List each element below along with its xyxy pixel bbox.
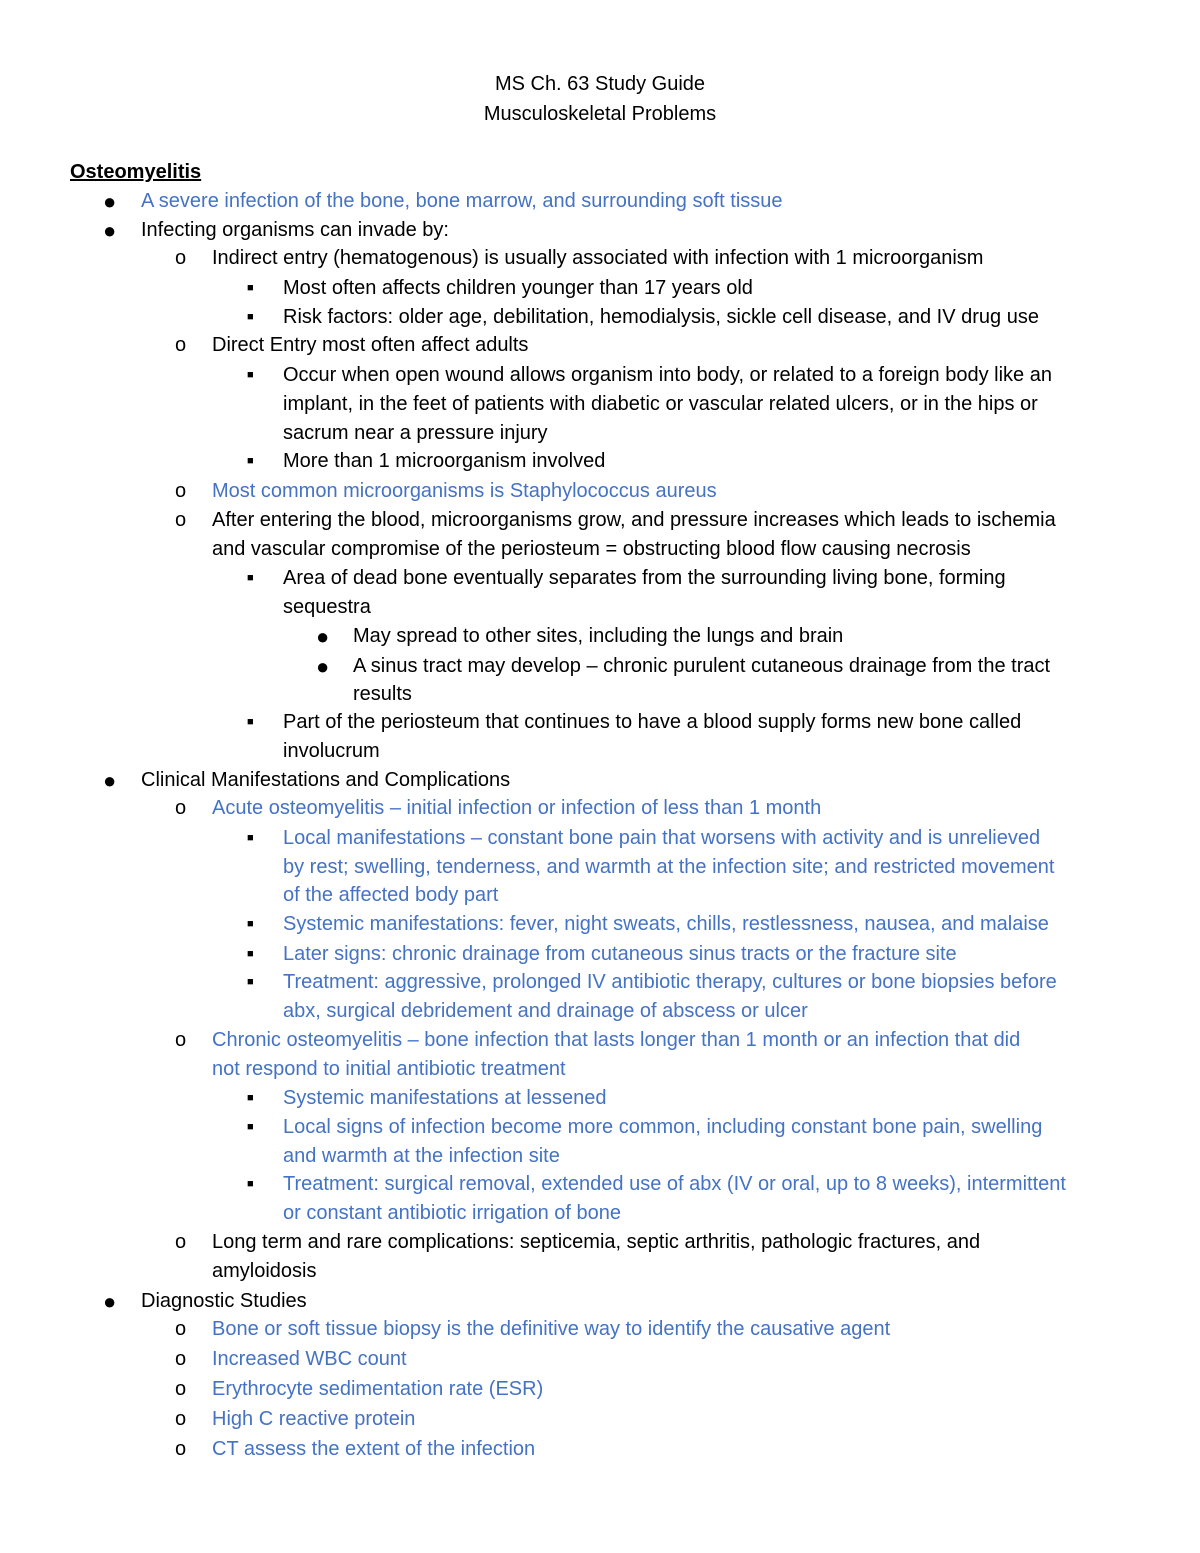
list-item: Risk factors: older age, debilitation, hemodialysis, sickle cell disease, and IV drug use: [283, 306, 1039, 328]
list-item-continuation: implant, in the feet of patients with diabetic or vascular related ulcers, or in the hips or: [283, 393, 1038, 415]
list-item: Local manifestations – constant bone pain that worsens with activity and is unrelieved: [283, 827, 1041, 849]
bullet-square: ■: [247, 311, 254, 323]
list-item: Chronic osteomyelitis – bone infection that lasts longer than 1 month or an infection that did: [212, 1029, 1021, 1051]
document-subtitle: Musculoskeletal Problems: [483, 103, 717, 125]
document-title: MS Ch. 63 Study Guide: [494, 73, 706, 95]
list-item-continuation: sequestra: [283, 596, 371, 618]
list-item: Infecting organisms can invade by:: [141, 219, 449, 241]
bullet-circle: o: [175, 509, 187, 531]
bullet-disc: ●: [316, 654, 330, 679]
list-item-continuation: amyloidosis: [212, 1260, 317, 1282]
list-item: Acute osteomyelitis – initial infection or infection of less than 1 month: [212, 797, 822, 819]
bullet-circle: o: [175, 1438, 187, 1460]
bullet-disc: ●: [316, 624, 330, 649]
bullet-circle: o: [175, 1231, 187, 1253]
bullet-square: ■: [247, 832, 254, 844]
bullet-disc: ●: [103, 218, 117, 243]
list-item: Area of dead bone eventually separates from the surrounding living bone, forming: [283, 567, 1006, 589]
bullet-circle: o: [175, 1029, 187, 1051]
bullet-disc: ●: [103, 768, 117, 793]
list-item: Most often affects children younger than 17 years old: [283, 277, 753, 299]
bullet-square: ■: [247, 1092, 254, 1104]
list-item: Indirect entry (hematogenous) is usually associated with infection with 1 microorganism: [212, 247, 984, 269]
list-item: May spread to other sites, including the lungs and brain: [353, 625, 844, 647]
bullet-square: ■: [247, 716, 254, 728]
list-item: Direct Entry most often affect adults: [212, 334, 529, 356]
list-item: High C reactive protein: [212, 1408, 416, 1430]
list-item: Later signs: chronic drainage from cutaneous sinus tracts or the fracture site: [283, 943, 957, 965]
list-item: Erythrocyte sedimentation rate (ESR): [212, 1378, 544, 1400]
bullet-circle: o: [175, 1348, 187, 1370]
list-item-continuation: by rest; swelling, tenderness, and warmth at the infection site; and restricted movement: [283, 856, 1055, 878]
list-item-continuation: or constant antibiotic irrigation of bone: [283, 1202, 621, 1224]
bullet-square: ■: [247, 948, 254, 960]
list-item: Treatment: surgical removal, extended use of abx (IV or oral, up to 8 weeks), intermittent: [283, 1173, 1066, 1195]
bullet-square: ■: [247, 369, 254, 381]
list-item: Occur when open wound allows organism into body, or related to a foreign body like an: [283, 364, 1052, 386]
list-item-continuation: involucrum: [283, 740, 380, 762]
list-item: Systemic manifestations: fever, night sweats, chills, restlessness, nausea, and malaise: [283, 913, 1049, 935]
list-item: Part of the periosteum that continues to have a blood supply forms new bone called: [283, 711, 1022, 733]
bullet-square: ■: [247, 455, 254, 467]
bullet-square: ■: [247, 282, 254, 294]
list-item-continuation: sacrum near a pressure injury: [283, 422, 548, 444]
list-item: Systemic manifestations at lessened: [283, 1087, 607, 1109]
list-item: More than 1 microorganism involved: [283, 450, 606, 472]
bullet-square: ■: [247, 1178, 254, 1190]
bullet-circle: o: [175, 797, 187, 819]
list-item-continuation: and vascular compromise of the periosteum = obstructing blood flow causing necrosis: [212, 538, 971, 560]
bullet-circle: o: [175, 247, 187, 269]
section-heading: Osteomyelitis: [70, 161, 202, 183]
list-item-continuation: and warmth at the infection site: [283, 1145, 560, 1167]
bullet-circle: o: [175, 1318, 187, 1340]
bullet-circle: o: [175, 334, 187, 356]
list-item: Long term and rare complications: septicemia, septic arthritis, pathologic fractures, and: [212, 1231, 981, 1253]
bullet-disc: ●: [103, 1289, 117, 1314]
bullet-circle: o: [175, 1408, 187, 1430]
list-item: CT assess the extent of the infection: [212, 1438, 536, 1460]
list-item: A sinus tract may develop – chronic purulent cutaneous drainage from the tract: [353, 655, 1051, 677]
list-item: Treatment: aggressive, prolonged IV antibiotic therapy, cultures or bone biopsies before: [283, 971, 1057, 993]
list-item-continuation: abx, surgical debridement and drainage of abscess or ulcer: [283, 1000, 808, 1022]
list-item-continuation: results: [353, 683, 412, 705]
list-item: Bone or soft tissue biopsy is the definitive way to identify the causative agent: [212, 1318, 891, 1340]
list-item: Most common microorganisms is Staphylococcus aureus: [212, 480, 717, 502]
bullet-square: ■: [247, 976, 254, 988]
bullet-circle: o: [175, 480, 187, 502]
list-item-continuation: not respond to initial antibiotic treatment: [212, 1058, 566, 1080]
bullet-square: ■: [247, 572, 254, 584]
bullet-circle: o: [175, 1378, 187, 1400]
list-item: After entering the blood, microorganisms grow, and pressure increases which leads to ischemia: [212, 509, 1056, 531]
bullet-square: ■: [247, 1121, 254, 1133]
bullet-square: ■: [247, 918, 254, 930]
list-item: Diagnostic Studies: [141, 1290, 307, 1312]
bullet-disc: ●: [103, 189, 117, 214]
list-item: Increased WBC count: [212, 1348, 407, 1370]
list-item-continuation: of the affected body part: [283, 884, 499, 906]
list-item: Local signs of infection become more common, including constant bone pain, swelling: [283, 1116, 1043, 1138]
list-item: A severe infection of the bone, bone marrow, and surrounding soft tissue: [141, 190, 783, 212]
list-item: Clinical Manifestations and Complications: [141, 769, 511, 791]
